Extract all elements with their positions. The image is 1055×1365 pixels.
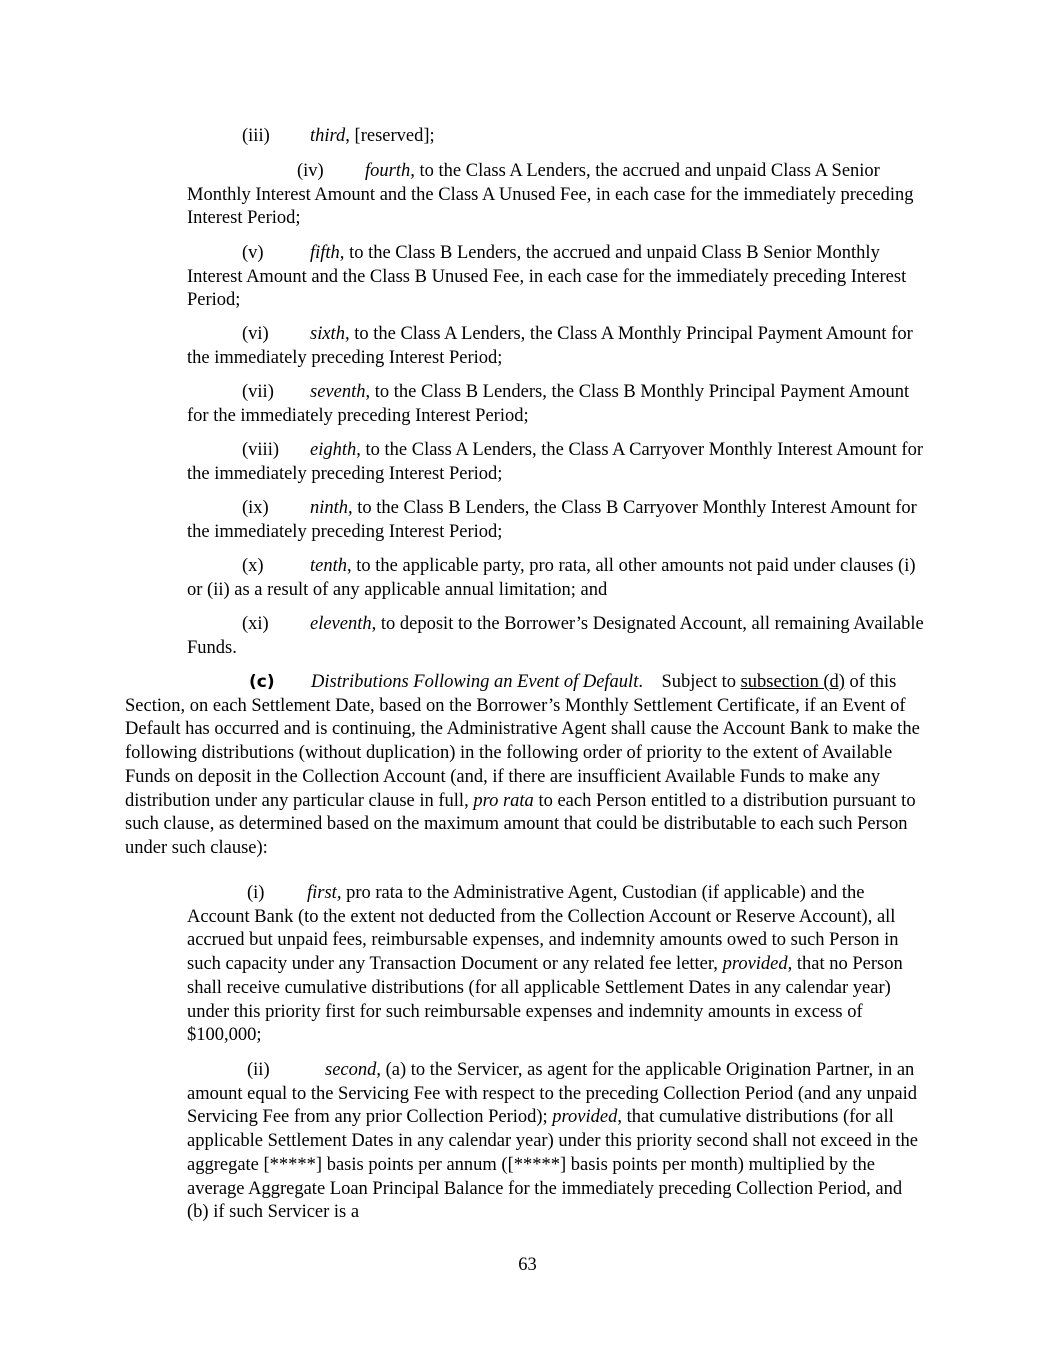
clause-number: (iii)	[242, 126, 270, 146]
clause-text: to the Class A Lenders, the Class A Monthly Principal Payment Amount for the immediately preceding Interest Period;	[187, 324, 913, 368]
clause-lead: eleventh	[310, 614, 372, 634]
clause-lead: sixth,	[310, 324, 350, 344]
clause-number: (v)	[242, 243, 264, 263]
provided-term: provided	[552, 1107, 618, 1128]
clause-lead: ninth	[310, 498, 349, 518]
clause-vii	[187, 381, 927, 428]
clause-number: (iv)	[297, 161, 324, 181]
clause-lead: second	[325, 1060, 377, 1080]
clause-number: (x)	[242, 556, 264, 576]
clause-number: (ix)	[242, 498, 269, 518]
clause-text: , to deposit to the Borrower’s Designated Account, all remaining Available Funds.	[187, 614, 924, 658]
subsection-link: subsection (d)	[740, 672, 845, 692]
clause-number: (xi)	[242, 614, 269, 634]
clause-text: to the Class B Lenders, the accrued and unpaid Class B Senior Monthly Interest Amount and the Class B Unused Fee, in each case for the immediately preceding Interest Period;	[187, 243, 907, 311]
clause-text: , to the Class A Lenders, the Class A Carryover Monthly Interest Amount for the immediately preceding Interest Period;	[187, 440, 924, 484]
clause-text: , to the applicable party, pro rata, all other amounts not paid under clauses (i) or (ii) as a result of any applicable annual limitation; and	[187, 556, 916, 600]
clause-lead: seventh	[310, 382, 366, 402]
clause-text: , [reserved];	[345, 126, 435, 146]
clause-iii	[187, 125, 927, 149]
clause-text-a: , (a) to the Servicer, as agent for the applicable Origination Partner, in an amount equal to the Servicing Fee with respect to the preceding Collection Period (and any unpaid Servicing Fee from any prior Collection Period);	[187, 1060, 918, 1128]
clause-number: (vi)	[242, 324, 269, 344]
clause-text: , to the Class B Lenders, the Class B Monthly Principal Payment Amount for the immediately preceding Interest Period;	[187, 382, 910, 426]
clause-lead: first,	[307, 883, 342, 903]
section-heading-end: .	[638, 672, 643, 692]
section-text-c: to each Person entitled to a distribution pursuant to such clause, as determined based on the maximum amount that could be distributable to each such Person under such clause):	[125, 790, 916, 858]
clause-number: (ii)	[247, 1060, 270, 1080]
clause-text-b: , that no Person shall receive cumulative distributions (for all applicable Settlement Dates in any calendar year) under this priority first for such reimbursable expenses and indemnity amounts in excess of $100,000;	[187, 954, 903, 1046]
clause-ix	[187, 497, 927, 544]
clause-number: (i)	[247, 883, 265, 903]
section-c	[125, 671, 935, 861]
clause-text: , to the Class B Lenders, the Class B Carryover Monthly Interest Amount for the immediately preceding Interest Period;	[187, 498, 917, 542]
clause-text-a: pro rata to the Administrative Agent, Custodian (if applicable) and the Account Bank (to the extent not deducted from the Collection Account or Reserve Account), all accrued but unpaid fees, reimbursable expenses, and indemnity amounts owed to such Person in such capacity under any Transaction Document or any related fee letter,	[187, 883, 899, 975]
clause-c-i	[187, 882, 927, 1048]
clause-lead: third	[310, 126, 346, 146]
clause-x	[187, 555, 927, 602]
clause-lead: tenth	[310, 556, 347, 576]
clause-v	[187, 242, 927, 313]
clause-text-b: , that cumulative distributions (for all applicable Settlement Dates in any calendar year) under this priority second shall not exceed in the aggregate [*****] basis points per annum ([*****] basis points per month) multiplied by the average Aggregate Loan Principal Balance for the immediately preceding Collection Period, and (b) if such Servicer is a	[187, 1107, 919, 1223]
clause-vi	[187, 323, 927, 370]
clause-xi	[187, 613, 927, 660]
section-number: (c)	[249, 672, 275, 692]
clause-number: (viii)	[242, 440, 279, 460]
clause-viii	[187, 439, 927, 486]
page-number: 63	[518, 1255, 537, 1275]
section-text-b: of this Section, on each Settlement Date, based on the Borrower’s Monthly Settlement Certificate, if an Event of Default has occurred and is continuing, the Administrative Agent shall cause the Account Bank to make the following distributions (without duplication) in the following order of priority to the extent of Available Funds on deposit in the Collection Account (and, if there are insufficient Available Funds to make any distribution under any particular clause in full,	[125, 672, 920, 811]
provided-term: provided	[722, 954, 788, 975]
clause-lead: fifth,	[310, 243, 345, 263]
clause-number: (vii)	[242, 382, 274, 402]
section-heading: Distributions Following an Event of Default	[311, 672, 639, 692]
clause-lead: fourth,	[365, 161, 415, 181]
clause-text: to the Class A Lenders, the accrued and unpaid Class A Senior Monthly Interest Amount and the Class A Unused Fee, in each case for the immediately preceding Interest Period;	[187, 161, 914, 229]
pro-rata-term: pro rata	[473, 790, 534, 811]
clause-iv	[187, 160, 927, 231]
clause-lead: eighth	[310, 440, 357, 460]
section-text-a: Subject to	[642, 672, 741, 692]
clause-c-ii	[187, 1059, 927, 1225]
